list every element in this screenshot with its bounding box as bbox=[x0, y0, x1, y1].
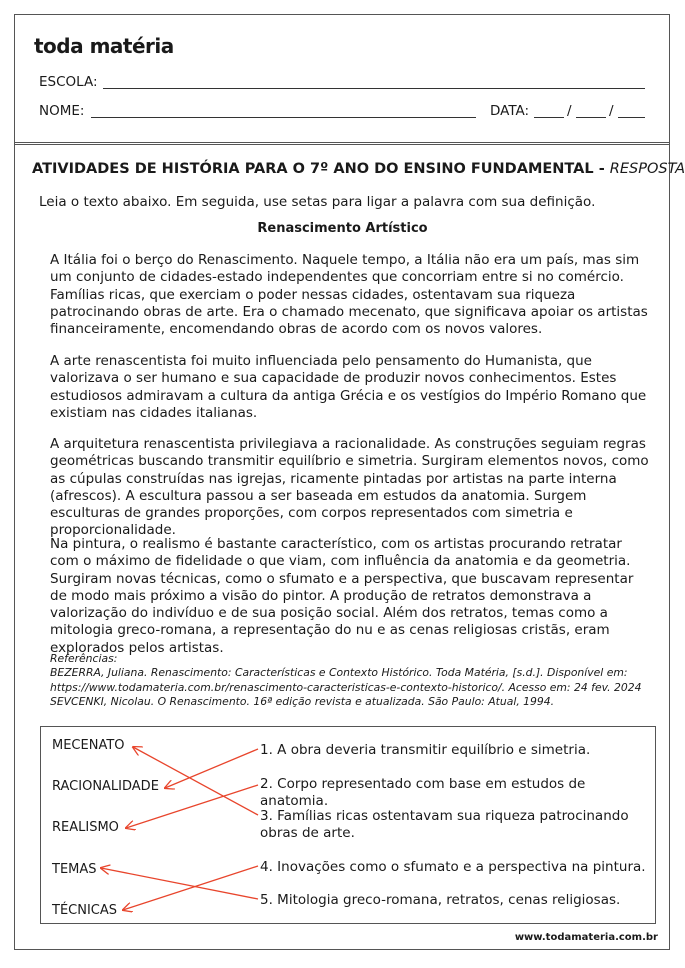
paragraph-3: A arquitetura renascentista privilegiava a racionalidade. As construções seguiam regras geométricas buscando transmitir equilíbrio e simetria. Surgiram elementos novos, como as cúpulas construídas nas igrejas, ricamente pintadas por artistas na parte interna (afrescos). A escultura passou a ser baseada em estudos da anatomia. Surgem esculturas de grandes proporções, com corpos representados com simetria e proporcionalidade. bbox=[50, 436, 649, 539]
arrow-realismo-def2 bbox=[126, 785, 258, 828]
paragraph-4: Na pintura, o realismo é bastante característico, com os artistas procurando retratar com o máximo de fidelidade o que viam, com influência da anatomia e da geometria. Surgiram novas técnicas, como o sfumato e a perspectiva, que buscavam representar de modo mais próximo a visão do pintor. A produção de retratos demonstrava a valorização do indivíduo e de sua posição social. Além dos retratos, temas como a mitologia greco-romana, a representação do nu e as cenas religiosas cristãs, eram explorados pelos artistas. bbox=[50, 536, 634, 656]
logo: toda matéria bbox=[34, 34, 174, 58]
title-main: ATIVIDADES DE HISTÓRIA PARA O 7º ANO DO ENSINO FUNDAMENTAL bbox=[32, 161, 594, 177]
school-label: ESCOLA: bbox=[39, 74, 98, 90]
text-title: Renascimento Artístico bbox=[257, 221, 428, 236]
definition-2: 2. Corpo representado com base em estudos de anatomia. bbox=[260, 776, 586, 809]
word-tecnicas: TÉCNICAS bbox=[52, 903, 118, 918]
definition-1: 1. A obra deveria transmitir equilíbrio e simetria. bbox=[260, 742, 591, 758]
paragraph-2: A arte renascentista foi muito influenciada pelo pensamento do Humanista, que valorizava o ser humano e sua capacidade de produzir novos conhecimentos. Estes estudiosos admiravam a cultura da antiga Grécia e os vestígios do Império Romano que existiam nas cidades italianas. bbox=[50, 353, 647, 421]
paragraph-1: A Itália foi o berço do Renascimento. Naquele tempo, a Itália não era um país, mas sim um conjunto de cidades-estado independentes que concorriam entre si no comércio. Famílias ricas, que exerciam o poder nessas cidades, ostentavam sua riqueza patrocinando obras de arte. Era o chamado mecenato, que significava apoiar os artistas financeiramente, encomendando obras de acordo com os novos valores. bbox=[50, 252, 648, 338]
date-label: DATA: bbox=[490, 103, 530, 119]
definition-4: 4. Inovações como o sfumato e a perspectiva na pintura. bbox=[260, 859, 646, 875]
reference-line: SEVCENKI, Nicolau. O Renascimento. 16ª edição revista e atualizada. São Paulo: Atual, 1994. bbox=[50, 694, 555, 708]
definition-3: 3. Famílias ricas ostentavam sua riqueza patrocinando obras de arte. bbox=[260, 808, 629, 841]
date-separator: / bbox=[609, 103, 614, 119]
references-label: Referências: bbox=[50, 652, 118, 665]
name-label: NOME: bbox=[39, 103, 85, 119]
reference-line: BEZERRA, Juliana. Renascimento: Características e Contexto Histórico. Toda Matéria, [s.d.]. Disponível em: bbox=[50, 666, 628, 680]
reference-line: https://www.todamateria.com.br/renascimento-caracteristicas-e-contexto-historico/. Acesso em: 24 fev. 2024 bbox=[50, 680, 642, 694]
title-dash: - bbox=[593, 161, 610, 177]
arrow-racionalidade-def1 bbox=[165, 749, 258, 788]
arrow-temas-def5 bbox=[101, 868, 258, 899]
word-realismo: REALISMO bbox=[52, 820, 119, 835]
title-answer: RESPOSTA bbox=[609, 161, 685, 177]
definition-5: 5. Mitologia greco-romana, retratos, cenas religiosas. bbox=[260, 892, 621, 908]
date-separator: / bbox=[567, 103, 572, 119]
word-mecenato: MECENATO bbox=[52, 738, 125, 753]
word-racionalidade: RACIONALIDADE bbox=[52, 779, 159, 794]
word-temas: TEMAS bbox=[52, 862, 97, 877]
arrow-tecnicas-def4 bbox=[123, 866, 258, 910]
instruction: Leia o texto abaixo. Em seguida, use setas para ligar a palavra com sua definição. bbox=[39, 194, 596, 210]
footer-url: www.todamateria.com.br bbox=[514, 932, 658, 943]
